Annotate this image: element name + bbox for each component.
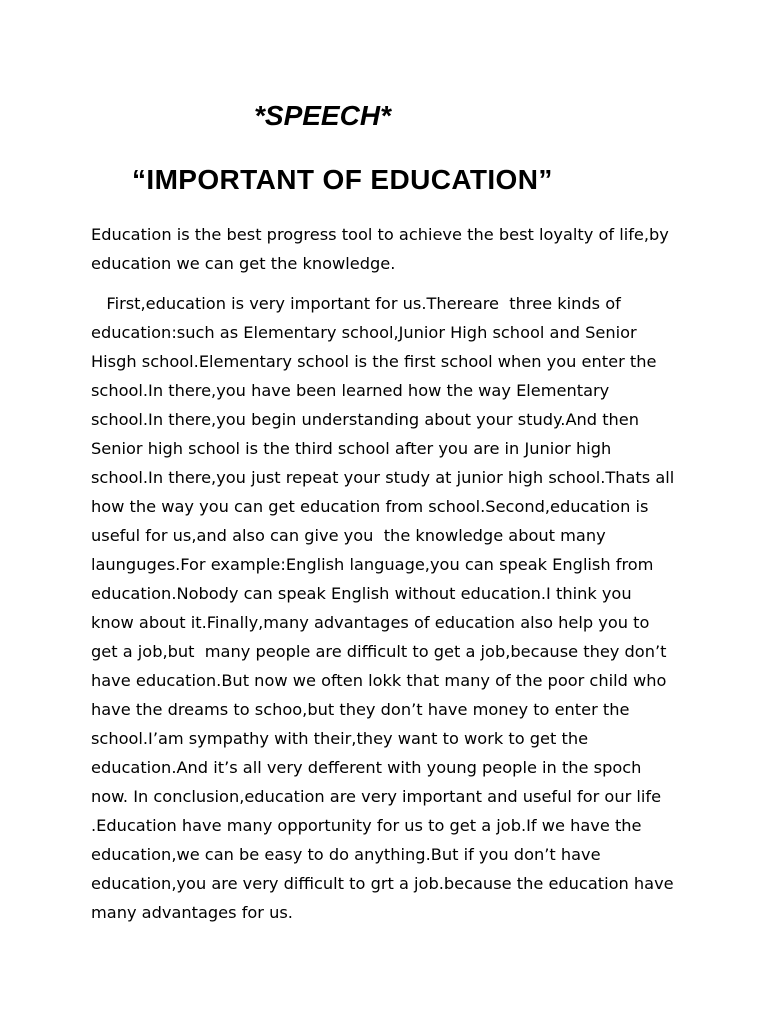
body-line: school.In there,you have been learned how the way Elementary xyxy=(91,381,610,400)
body-line: education:such as Elementary school,Junior High school and Senior xyxy=(91,323,637,342)
body-line: launguges.For example:English language,you can speak English from xyxy=(91,555,654,574)
body-line: education,you are very difficult to grt a job.because the education have xyxy=(91,874,674,893)
body-line: useful for us,and also can give you the knowledge about many xyxy=(91,526,606,545)
body-line: school.I’am sympathy with their,they want to work to get the xyxy=(91,729,589,748)
body-line: have education.But now we often lokk that many of the poor child who xyxy=(91,671,667,690)
intro-line: education we can get the knowledge. xyxy=(91,254,396,273)
body-line: school.In there,you just repeat your study at junior high school.Thats all xyxy=(91,468,675,487)
body-line: have the dreams to schoo,but they don’t have money to enter the xyxy=(91,700,630,719)
body-line: .Education have many opportunity for us to get a job.If we have the xyxy=(91,816,642,835)
body-line: how the way you can get education from school.Second,education is xyxy=(91,497,649,516)
body-line: First,education is very important for us.Thereare three kinds of xyxy=(91,294,621,313)
body-line: get a job,but many people are difficult to get a job,because they don’t xyxy=(91,642,667,661)
body-line: school.In there,you begin understanding about your study.And then xyxy=(91,410,640,429)
body-line: education.And it’s all very defferent with young people in the spoch xyxy=(91,758,642,777)
body-line: education,we can be easy to do anything.But if you don’t have xyxy=(91,845,601,864)
speech-label: *SPEECH* xyxy=(254,100,391,131)
body-line: now. In conclusion,education are very important and useful for our life xyxy=(91,787,662,806)
document-title: “IMPORTANT OF EDUCATION” xyxy=(132,164,553,195)
body-line: education.Nobody can speak English without education.I think you xyxy=(91,584,632,603)
body-line: know about it.Finally,many advantages of education also help you to xyxy=(91,613,650,632)
body-line: many advantages for us. xyxy=(91,903,293,922)
intro-line: Education is the best progress tool to achieve the best loyalty of life,by xyxy=(91,225,669,244)
body-line: Senior high school is the third school after you are in Junior high xyxy=(91,439,612,458)
body-line: Hisgh school.Elementary school is the first school when you enter the xyxy=(91,352,657,371)
